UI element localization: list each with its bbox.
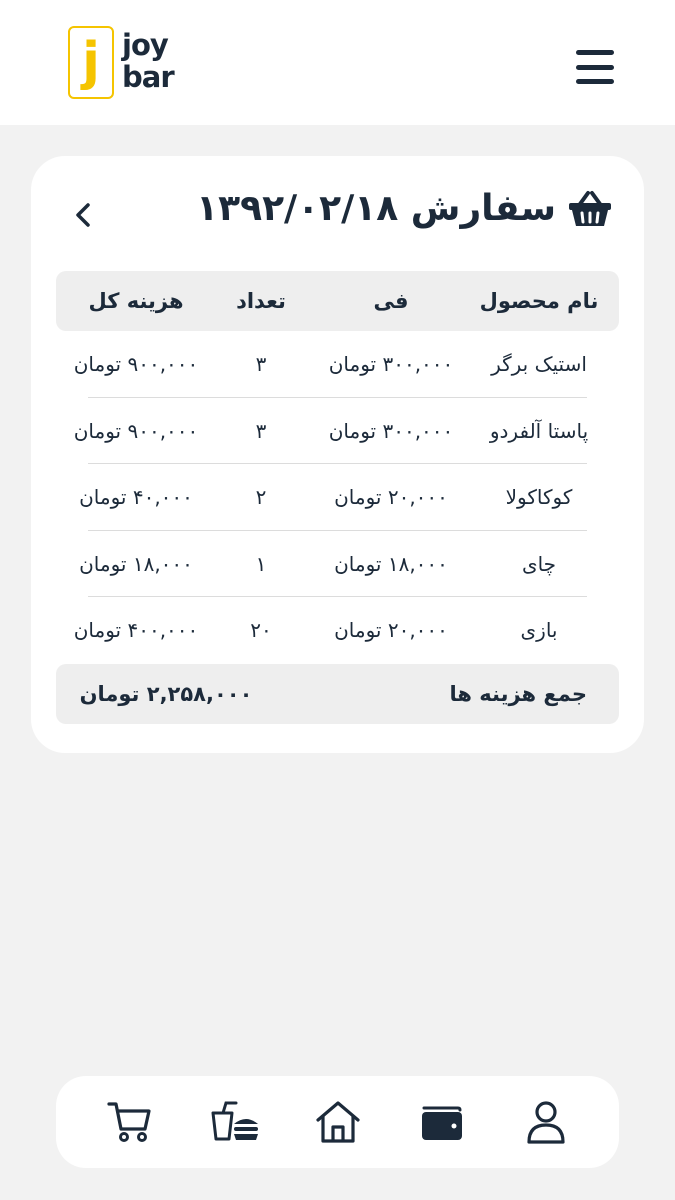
line-total: ۹۰۰,۰۰۰ تومان [73, 418, 199, 443]
order-title-group [196, 178, 612, 238]
header-total-cost: هزینه کل [88, 289, 184, 313]
total-label: جمع هزینه ها [449, 681, 587, 706]
product-name: چای [521, 551, 557, 576]
product-name: استیک برگر [491, 352, 587, 377]
table-header [56, 271, 619, 331]
table-row [56, 331, 619, 398]
line-total: ۴۰۰,۰۰۰ تومان [73, 618, 199, 643]
hamburger-menu-icon[interactable] [570, 46, 620, 88]
wallet-icon[interactable] [416, 1098, 468, 1146]
product-name: پاستا آلفردو [489, 418, 589, 443]
product-name: بازی [520, 618, 558, 643]
basket-icon [568, 188, 612, 228]
product-name: کوکاکولا [505, 485, 573, 510]
chevron-left-icon[interactable] [69, 198, 99, 232]
order-table [56, 271, 619, 724]
logo-word-joy: joy [122, 28, 168, 62]
quantity: ۲۰ [250, 618, 272, 643]
unit-price: ۱۸,۰۰۰ تومان [334, 551, 448, 576]
food-order-icon[interactable] [208, 1098, 260, 1146]
header-product-name: نام محصول [479, 289, 599, 313]
table-row [56, 464, 619, 531]
quantity: ۳ [255, 352, 267, 377]
line-total: ۹۰۰,۰۰۰ تومان [73, 352, 199, 377]
order-card [31, 156, 644, 753]
table-row [56, 597, 619, 664]
cart-icon[interactable] [104, 1098, 156, 1146]
header-quantity: تعداد [236, 289, 286, 313]
quantity: ۲ [255, 485, 267, 510]
quantity: ۳ [255, 418, 267, 443]
logo-letter: j [82, 32, 100, 92]
logo-badge [68, 26, 114, 99]
line-total: ۴۰,۰۰۰ تومان [79, 485, 193, 510]
order-title: سفارش ۱۳۹۲/۰۲/۱۸ [196, 187, 556, 229]
total-value: ۲,۲۵۸,۰۰۰ تومان [79, 681, 253, 706]
logo-word-bar: bar [122, 60, 174, 94]
app-header [0, 0, 675, 125]
bottom-navigation [56, 1076, 619, 1168]
user-icon[interactable] [520, 1098, 572, 1146]
table-row [56, 398, 619, 465]
unit-price: ۳۰۰,۰۰۰ تومان [328, 418, 454, 443]
unit-price: ۲۰,۰۰۰ تومان [334, 485, 448, 510]
home-icon[interactable] [312, 1098, 364, 1146]
joybar-logo[interactable] [68, 26, 188, 100]
unit-price: ۳۰۰,۰۰۰ تومان [328, 352, 454, 377]
table-row [56, 531, 619, 598]
line-total: ۱۸,۰۰۰ تومان [79, 551, 193, 576]
table-footer [56, 664, 619, 724]
quantity: ۱ [255, 551, 267, 576]
unit-price: ۲۰,۰۰۰ تومان [334, 618, 448, 643]
header-unit-price: فی [373, 289, 409, 313]
